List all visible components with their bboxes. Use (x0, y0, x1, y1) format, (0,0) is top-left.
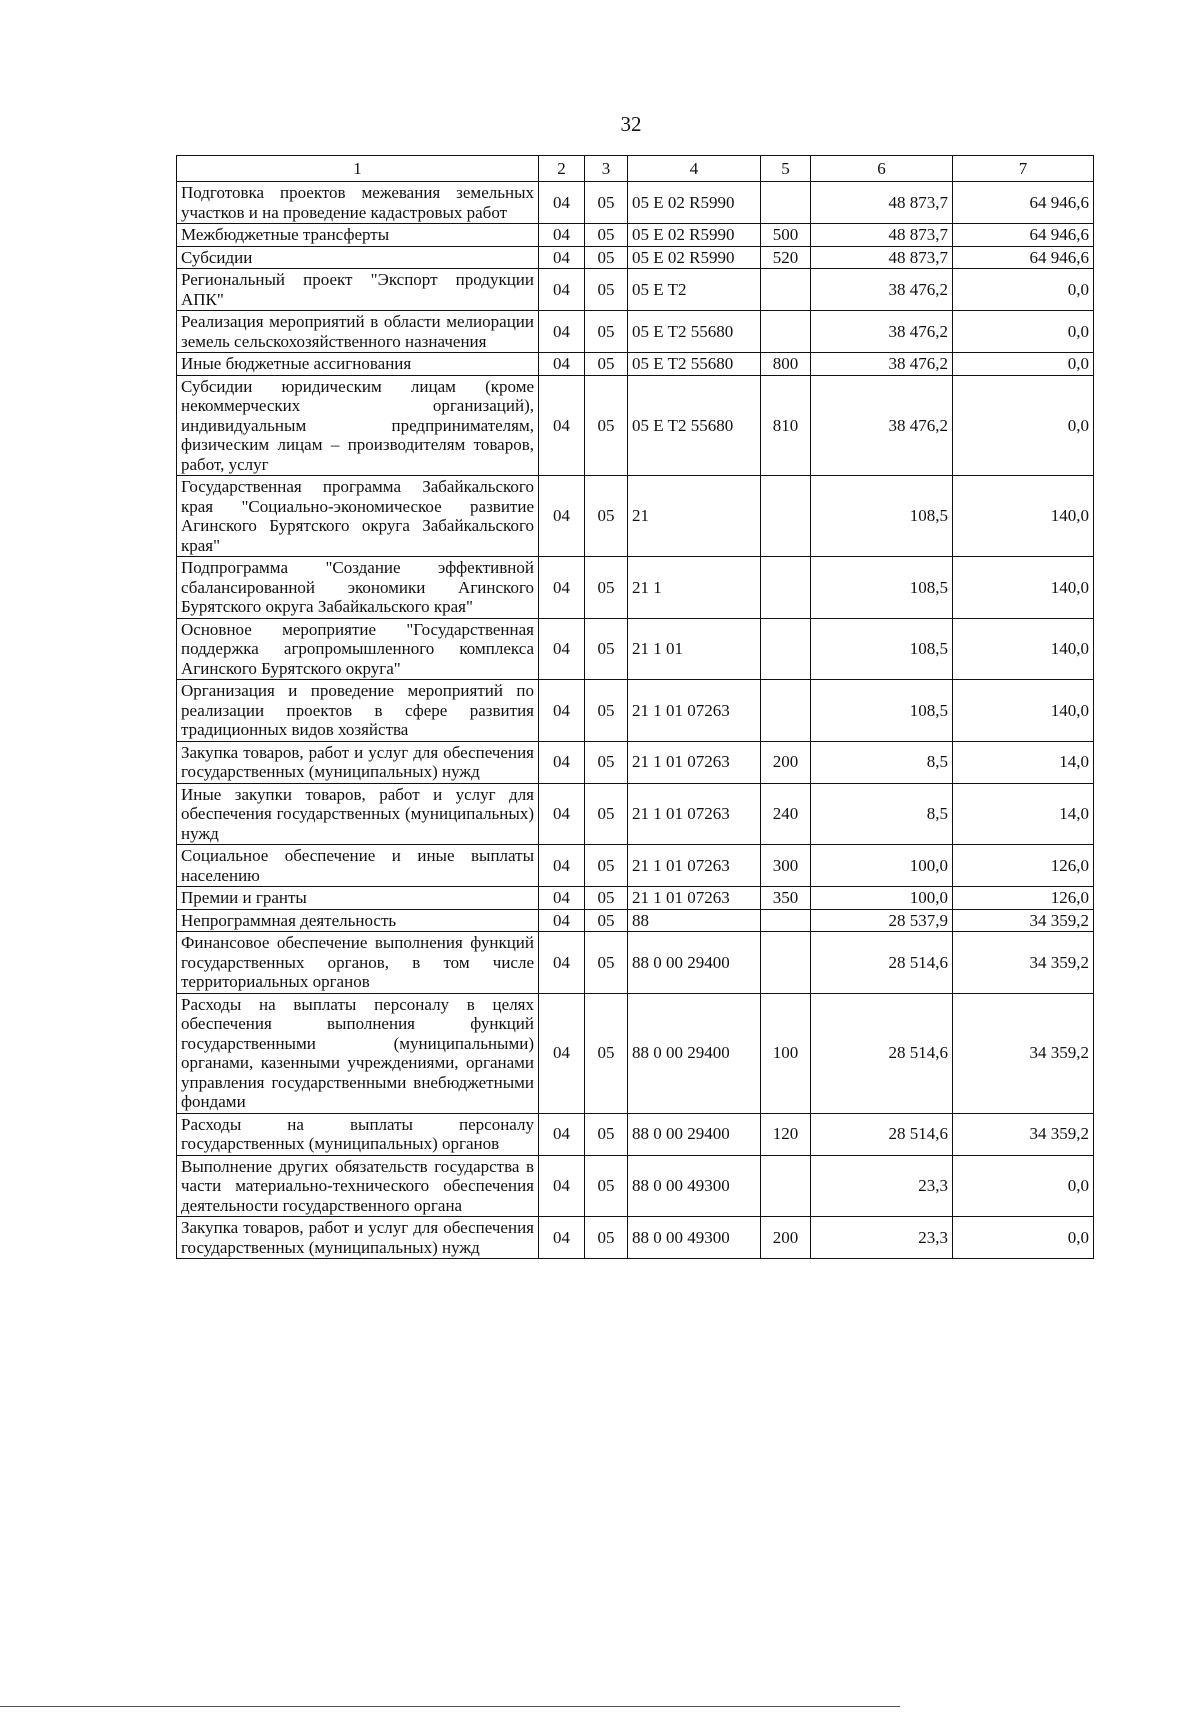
row-csr-cell: 05 E 02 R5990 (628, 246, 761, 269)
row-year2-cell: 140,0 (953, 476, 1094, 557)
header-col-7: 7 (953, 156, 1094, 182)
row-year1-cell: 100,0 (811, 845, 953, 887)
row-name-cell: Основное мероприятие "Государственная поддержка агропромышленного комплекса Агинского Бурятского округа" (177, 618, 539, 680)
row-name-cell: Социальное обеспечение и иные выплаты населению (177, 845, 539, 887)
row-vr-cell (761, 311, 811, 353)
row-year1-cell: 38 476,2 (811, 375, 953, 476)
row-vr-cell (761, 680, 811, 742)
row-rz-cell: 04 (539, 1217, 585, 1259)
row-rz-cell: 04 (539, 375, 585, 476)
row-vr-cell: 500 (761, 224, 811, 247)
row-year1-cell: 108,5 (811, 618, 953, 680)
row-name-cell: Субсидии (177, 246, 539, 269)
table-row (177, 375, 1094, 476)
row-year1-cell: 28 514,6 (811, 1113, 953, 1155)
table-row (177, 246, 1094, 269)
row-year2-cell: 0,0 (953, 1155, 1094, 1217)
row-csr-cell: 88 0 00 49300 (628, 1155, 761, 1217)
row-vr-cell (761, 476, 811, 557)
row-year2-cell: 0,0 (953, 1217, 1094, 1259)
row-name-cell: Выполнение других обязательств государства в части материально-технического обеспечения деятельности государственного органа (177, 1155, 539, 1217)
row-name-cell: Расходы на выплаты персоналу в целях обеспечения выполнения функций государственными (муниципальными) органами, казенными учреждениями, органами управления государственными внебюджетными фондами (177, 993, 539, 1113)
row-pr-cell: 05 (585, 224, 628, 247)
row-year2-cell: 34 359,2 (953, 932, 1094, 994)
row-rz-cell: 04 (539, 909, 585, 932)
row-csr-cell: 05 E T2 55680 (628, 311, 761, 353)
row-pr-cell: 05 (585, 1217, 628, 1259)
row-rz-cell: 04 (539, 1155, 585, 1217)
row-vr-cell: 800 (761, 353, 811, 376)
row-rz-cell: 04 (539, 476, 585, 557)
row-name-cell: Премии и гранты (177, 887, 539, 910)
row-year2-cell: 0,0 (953, 311, 1094, 353)
row-year1-cell: 100,0 (811, 887, 953, 910)
row-vr-cell (761, 269, 811, 311)
row-vr-cell (761, 557, 811, 619)
row-name-cell: Реализация мероприятий в области мелиорации земель сельскохозяйственного назначения (177, 311, 539, 353)
table-row (177, 1113, 1094, 1155)
row-rz-cell: 04 (539, 783, 585, 845)
row-year1-cell: 23,3 (811, 1155, 953, 1217)
table-row (177, 557, 1094, 619)
row-name-cell: Региональный проект "Экспорт продукции АПК" (177, 269, 539, 311)
row-csr-cell: 05 E 02 R5990 (628, 182, 761, 224)
row-rz-cell: 04 (539, 1113, 585, 1155)
row-year1-cell: 108,5 (811, 557, 953, 619)
row-pr-cell: 05 (585, 557, 628, 619)
row-year1-cell: 8,5 (811, 741, 953, 783)
row-csr-cell: 21 1 01 07263 (628, 741, 761, 783)
row-rz-cell: 04 (539, 182, 585, 224)
row-name-cell: Субсидии юридическим лицам (кроме некоммерческих организаций), индивидуальным предпринимателям, физическим лицам – производителям товаров, работ, услуг (177, 375, 539, 476)
table-row (177, 224, 1094, 247)
row-pr-cell: 05 (585, 246, 628, 269)
header-col-4: 4 (628, 156, 761, 182)
row-csr-cell: 05 E T2 55680 (628, 375, 761, 476)
table-row (177, 887, 1094, 910)
row-vr-cell: 520 (761, 246, 811, 269)
budget-table (176, 155, 1094, 1259)
row-vr-cell: 240 (761, 783, 811, 845)
row-vr-cell (761, 932, 811, 994)
row-vr-cell (761, 1155, 811, 1217)
row-rz-cell: 04 (539, 353, 585, 376)
row-year2-cell: 0,0 (953, 353, 1094, 376)
row-year1-cell: 108,5 (811, 680, 953, 742)
table-body (177, 182, 1094, 1259)
row-year2-cell: 126,0 (953, 845, 1094, 887)
row-rz-cell: 04 (539, 269, 585, 311)
table-row (177, 1155, 1094, 1217)
table-row (177, 476, 1094, 557)
row-year1-cell: 48 873,7 (811, 224, 953, 247)
row-vr-cell (761, 618, 811, 680)
row-name-cell: Финансовое обеспечение выполнения функций государственных органов, в том числе территориальных органов (177, 932, 539, 994)
row-csr-cell: 88 (628, 909, 761, 932)
row-csr-cell: 21 1 01 07263 (628, 887, 761, 910)
table-row (177, 1217, 1094, 1259)
table-row (177, 909, 1094, 932)
header-col-5: 5 (761, 156, 811, 182)
row-csr-cell: 05 E 02 R5990 (628, 224, 761, 247)
row-csr-cell: 05 E T2 55680 (628, 353, 761, 376)
row-rz-cell: 04 (539, 557, 585, 619)
row-year2-cell: 126,0 (953, 887, 1094, 910)
row-pr-cell: 05 (585, 783, 628, 845)
row-name-cell: Подготовка проектов межевания земельных участков и на проведение кадастровых работ (177, 182, 539, 224)
page-number: 32 (620, 112, 642, 136)
row-year2-cell: 140,0 (953, 557, 1094, 619)
row-pr-cell: 05 (585, 741, 628, 783)
row-year2-cell: 64 946,6 (953, 246, 1094, 269)
row-year1-cell: 38 476,2 (811, 311, 953, 353)
table-row (177, 311, 1094, 353)
row-year2-cell: 0,0 (953, 269, 1094, 311)
row-vr-cell: 300 (761, 845, 811, 887)
row-pr-cell: 05 (585, 993, 628, 1113)
row-name-cell: Закупка товаров, работ и услуг для обеспечения государственных (муниципальных) нужд (177, 1217, 539, 1259)
row-pr-cell: 05 (585, 887, 628, 910)
scan-bottom-border (0, 1706, 900, 1707)
row-year1-cell: 28 514,6 (811, 932, 953, 994)
row-year1-cell: 38 476,2 (811, 353, 953, 376)
row-vr-cell (761, 909, 811, 932)
row-vr-cell: 200 (761, 741, 811, 783)
row-pr-cell: 05 (585, 1113, 628, 1155)
row-rz-cell: 04 (539, 311, 585, 353)
row-csr-cell: 88 0 00 49300 (628, 1217, 761, 1259)
table-row (177, 932, 1094, 994)
table-row (177, 182, 1094, 224)
row-rz-cell: 04 (539, 993, 585, 1113)
row-pr-cell: 05 (585, 182, 628, 224)
row-pr-cell: 05 (585, 353, 628, 376)
row-name-cell: Расходы на выплаты персоналу государственных (муниципальных) органов (177, 1113, 539, 1155)
row-rz-cell: 04 (539, 618, 585, 680)
row-year2-cell: 140,0 (953, 618, 1094, 680)
table-row (177, 741, 1094, 783)
row-year1-cell: 108,5 (811, 476, 953, 557)
row-name-cell: Подпрограмма "Создание эффективной сбалансированной экономики Агинского Бурятского округа Забайкальского края" (177, 557, 539, 619)
table-row (177, 353, 1094, 376)
row-name-cell: Межбюджетные трансферты (177, 224, 539, 247)
table-row (177, 618, 1094, 680)
row-csr-cell: 21 (628, 476, 761, 557)
row-rz-cell: 04 (539, 741, 585, 783)
row-pr-cell: 05 (585, 680, 628, 742)
row-pr-cell: 05 (585, 375, 628, 476)
row-pr-cell: 05 (585, 1155, 628, 1217)
row-year2-cell: 64 946,6 (953, 224, 1094, 247)
row-rz-cell: 04 (539, 224, 585, 247)
row-name-cell: Непрограммная деятельность (177, 909, 539, 932)
row-csr-cell: 21 1 01 07263 (628, 783, 761, 845)
row-name-cell: Иные закупки товаров, работ и услуг для обеспечения государственных (муниципальных) нужд (177, 783, 539, 845)
row-rz-cell: 04 (539, 845, 585, 887)
row-year2-cell: 34 359,2 (953, 1113, 1094, 1155)
row-year2-cell: 0,0 (953, 375, 1094, 476)
row-pr-cell: 05 (585, 932, 628, 994)
row-rz-cell: 04 (539, 887, 585, 910)
row-vr-cell: 120 (761, 1113, 811, 1155)
row-rz-cell: 04 (539, 680, 585, 742)
row-pr-cell: 05 (585, 476, 628, 557)
row-vr-cell: 810 (761, 375, 811, 476)
row-year1-cell: 38 476,2 (811, 269, 953, 311)
row-year1-cell: 23,3 (811, 1217, 953, 1259)
row-year2-cell: 34 359,2 (953, 993, 1094, 1113)
row-year2-cell: 34 359,2 (953, 909, 1094, 932)
row-vr-cell: 350 (761, 887, 811, 910)
row-csr-cell: 05 E T2 (628, 269, 761, 311)
row-year1-cell: 48 873,7 (811, 182, 953, 224)
header-col-6: 6 (811, 156, 953, 182)
row-year2-cell: 140,0 (953, 680, 1094, 742)
row-vr-cell (761, 182, 811, 224)
row-csr-cell: 21 1 01 07263 (628, 845, 761, 887)
row-vr-cell: 200 (761, 1217, 811, 1259)
row-year2-cell: 14,0 (953, 783, 1094, 845)
row-pr-cell: 05 (585, 618, 628, 680)
header-col-3: 3 (585, 156, 628, 182)
table-header-row (177, 156, 1094, 182)
row-year1-cell: 48 873,7 (811, 246, 953, 269)
row-pr-cell: 05 (585, 311, 628, 353)
row-pr-cell: 05 (585, 845, 628, 887)
table-row (177, 845, 1094, 887)
row-year1-cell: 8,5 (811, 783, 953, 845)
row-name-cell: Организация и проведение мероприятий по реализации проектов в сфере развития традиционных видов хозяйства (177, 680, 539, 742)
table-row (177, 783, 1094, 845)
row-csr-cell: 88 0 00 29400 (628, 993, 761, 1113)
row-csr-cell: 21 1 01 07263 (628, 680, 761, 742)
header-col-1: 1 (177, 156, 539, 182)
row-csr-cell: 88 0 00 29400 (628, 932, 761, 994)
row-rz-cell: 04 (539, 246, 585, 269)
row-year1-cell: 28 514,6 (811, 993, 953, 1113)
row-pr-cell: 05 (585, 909, 628, 932)
row-csr-cell: 21 1 (628, 557, 761, 619)
row-csr-cell: 88 0 00 29400 (628, 1113, 761, 1155)
row-year1-cell: 28 537,9 (811, 909, 953, 932)
row-name-cell: Закупка товаров, работ и услуг для обеспечения государственных (муниципальных) нужд (177, 741, 539, 783)
row-year2-cell: 14,0 (953, 741, 1094, 783)
table-row (177, 269, 1094, 311)
row-name-cell: Государственная программа Забайкальского края "Социально-экономическое развитие Агинского Бурятского округа Забайкальского края" (177, 476, 539, 557)
header-col-2: 2 (539, 156, 585, 182)
table-row (177, 993, 1094, 1113)
row-csr-cell: 21 1 01 (628, 618, 761, 680)
table-row (177, 680, 1094, 742)
row-pr-cell: 05 (585, 269, 628, 311)
row-rz-cell: 04 (539, 932, 585, 994)
row-name-cell: Иные бюджетные ассигнования (177, 353, 539, 376)
row-year2-cell: 64 946,6 (953, 182, 1094, 224)
row-vr-cell: 100 (761, 993, 811, 1113)
